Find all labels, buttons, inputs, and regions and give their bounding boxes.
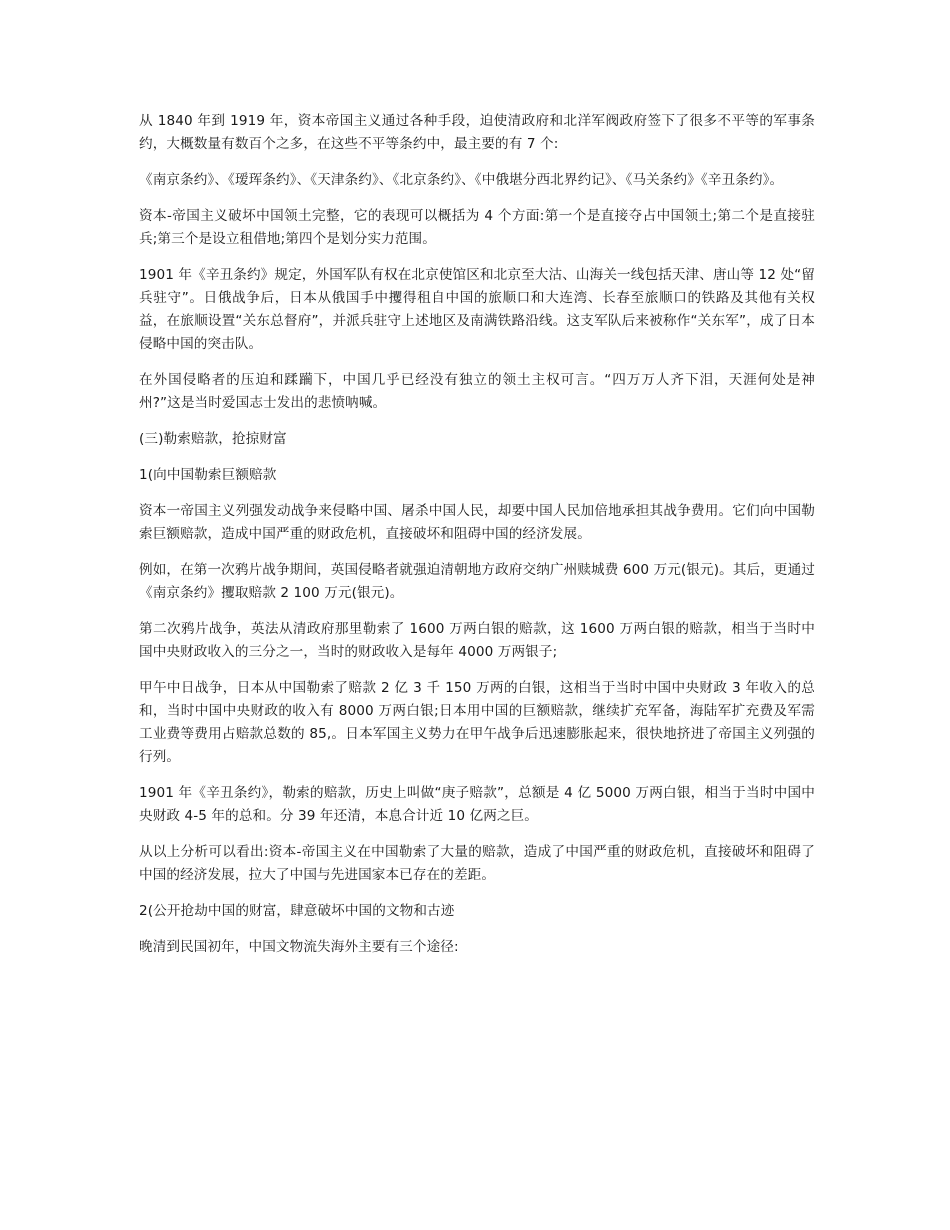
paragraph: 第二次鸦片战争，英法从清政府那里勒索了 1600 万两白银的赔款，这 1600 万两白银的赔款，相当于当时中国中央财政收入的三分之一，当时的财政收入是每年 4000 万两银子; [139, 621, 815, 660]
paragraph: 资本一帝国主义列强发动战争来侵略中国、屠杀中国人民，却要中国人民加倍地承担其战争费用。它们向中国勒索巨额赔款，造成中国严重的财政危机，直接破坏和阻碍中国的经济发展。 [139, 503, 815, 542]
paragraph: 晚清到民国初年，中国文物流失海外主要有三个途径: [139, 939, 459, 955]
section-heading: (三)勒索赔款，抢掠财富 [139, 431, 287, 447]
subsection-heading: 1(向中国勒索巨额赔款 [139, 467, 277, 483]
paragraph: 《南京条约》、《瑷珲条约》、《天津条约》、《北京条约》、《中俄堪分西北界约记》、《马关条约》《辛丑条约》。 [139, 172, 784, 188]
paragraph: 从以上分析可以看出:资本-帝国主义在中国勒索了大量的赔款，造成了中国严重的财政危机，直接破坏和阻碍了中国的经济发展，拉大了中国与先进国家本已存在的差距。 [139, 844, 815, 883]
paragraph: 从 1840 年到 1919 年，资本帝国主义通过各种手段，迫使清政府和北洋军阀政府签下了很多不平等的军事条约，大概数量有数百个之多，在这些不平等条约中，最主要的有 7 个: [139, 113, 815, 152]
paragraph: 1901 年《辛丑条约》，勒索的赔款，历史上叫做“庚子赔款”，总额是 4 亿 5000 万两白银，相当于当时中国中央财政 4-5 年的总和。分 39 年还清，本息合计近 10 亿两之巨。 [139, 785, 815, 824]
paragraph: 例如，在第一次鸦片战争期间，英国侵略者就强迫清朝地方政府交纳广州赎城费 600 万元(银元)。其后，更通过《南京条约》攫取赔款 2 100 万元(银元)。 [139, 562, 815, 601]
document-page [139, 110, 815, 972]
subsection-heading: 2(公开抢劫中国的财富，肆意破坏中国的文物和古迹 [139, 903, 455, 919]
paragraph: 甲午中日战争，日本从中国勒索了赔款 2 亿 3 千 150 万两的白银，这相当于当时中国中央财政 3 年收入的总和，当时中国中央财政的收入有 8000 万两白银;日本用中国的巨额赔款，继续扩充军备，海陆军扩充费及军需工业费等费用占赔款总数的 85,。日本军国主义势力在甲午战争后迅速膨胀起来，很快地挤进了帝国主义列强的行列。 [139, 680, 815, 765]
paragraph: 1901 年《辛丑条约》规定，外国军队有权在北京使馆区和北京至大沽、山海关一线包括天津、唐山等 12 处“留兵驻守”。日俄战争后，日本从俄国手中攫得租自中国的旅顺口和大连湾、长春至旅顺口的铁路及其他有关权益，在旅顺设置“关东总督府”，并派兵驻守上述地区及南满铁路沿线。这支军队后来被称作“关东军”，成了日本侵略中国的突击队。 [139, 267, 815, 352]
paragraph: 资本-帝国主义破坏中国领土完整，它的表现可以概括为 4 个方面:第一个是直接夺占中国领土;第二个是直接驻兵;第三个是设立租借地;第四个是划分实力范围。 [139, 208, 815, 247]
paragraph: 在外国侵略者的压迫和蹂躏下，中国几乎已经没有独立的领土主权可言。“四万万人齐下泪，天涯何处是神州?”这是当时爱国志士发出的悲愤呐喊。 [139, 372, 815, 411]
